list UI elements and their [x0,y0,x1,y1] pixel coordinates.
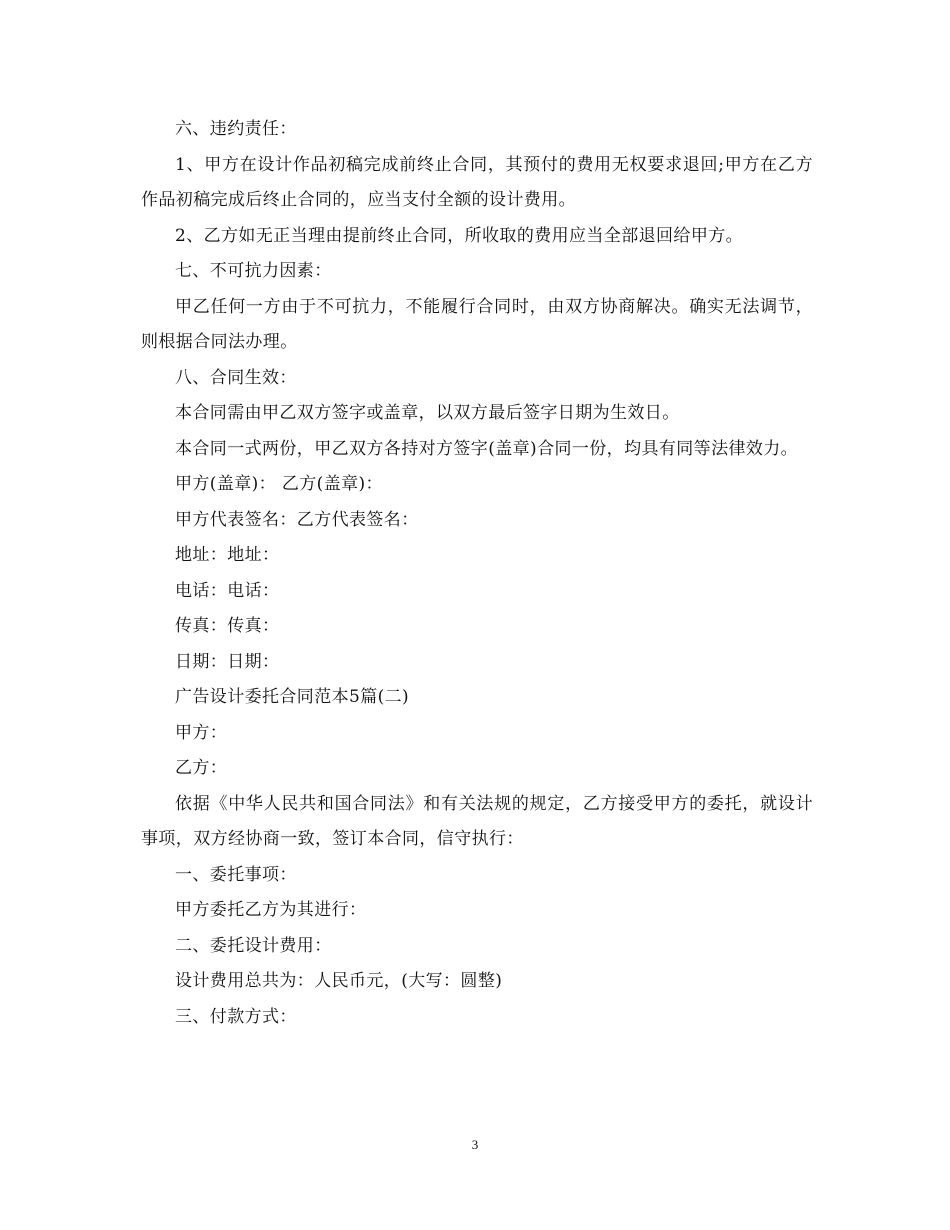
party-b-line: 乙方： [175,758,228,778]
clause-paragraph: 1、甲方在设计作品初稿完成前终止合同，其预付的费用无权要求退回;甲方在乙方作品初稿完成后终止合同的，应当支付全额的设计费用。 [141,154,813,210]
signature-line-representative: 甲方代表签名：乙方代表签名： [175,509,419,530]
document-body [141,112,813,1035]
page-number: 3 [471,1137,479,1152]
clause-paragraph: 甲方委托乙方为其进行： [175,900,367,920]
section-heading-commission: 一、委托事项： [175,864,297,885]
clause-paragraph: 本合同需由甲乙双方签字或盖章，以双方最后签字日期为生效日。 [175,403,680,423]
party-a-line: 甲方： [175,722,228,743]
contract-preamble: 依据《中华人民共和国合同法》和有关法规的规定，乙方接受甲方的委托，就设计事项，双方经协商一致，签订本合同，信守执行： [141,793,813,849]
section-heading-breach: 六、违约责任： [175,119,297,139]
clause-paragraph: 2、乙方如无正当理由提前终止合同，所收取的费用应当全部退回给甲方。 [175,225,744,246]
clause-paragraph: 本合同一式两份，甲乙双方各持对方签字(盖章)合同一份，均具有同等法律效力。 [175,438,799,459]
clause-paragraph: 设计费用总共为：人民币元，(大写：圆整) [175,971,503,991]
signature-line-seal: 甲方(盖章)： 乙方(盖章)： [175,474,383,494]
signature-line-date: 日期：日期： [175,651,280,672]
section-heading-payment: 三、付款方式： [175,1006,297,1027]
section-heading-effectiveness: 八、合同生效： [175,367,297,388]
signature-line-address: 地址：地址： [175,545,280,565]
signature-line-fax: 传真：传真： [175,616,280,636]
contract-title: 广告设计委托合同范本5篇(二) [175,687,410,707]
section-heading-fees: 二、委托设计费用： [175,935,332,956]
section-heading-force-majeure: 七、不可抗力因素： [175,261,332,281]
signature-line-phone: 电话：电话： [175,580,280,601]
clause-paragraph: 甲乙任何一方由于不可抗力，不能履行合同时，由双方协商解决。确实无法调节，则根据合同法办理。 [141,296,813,352]
